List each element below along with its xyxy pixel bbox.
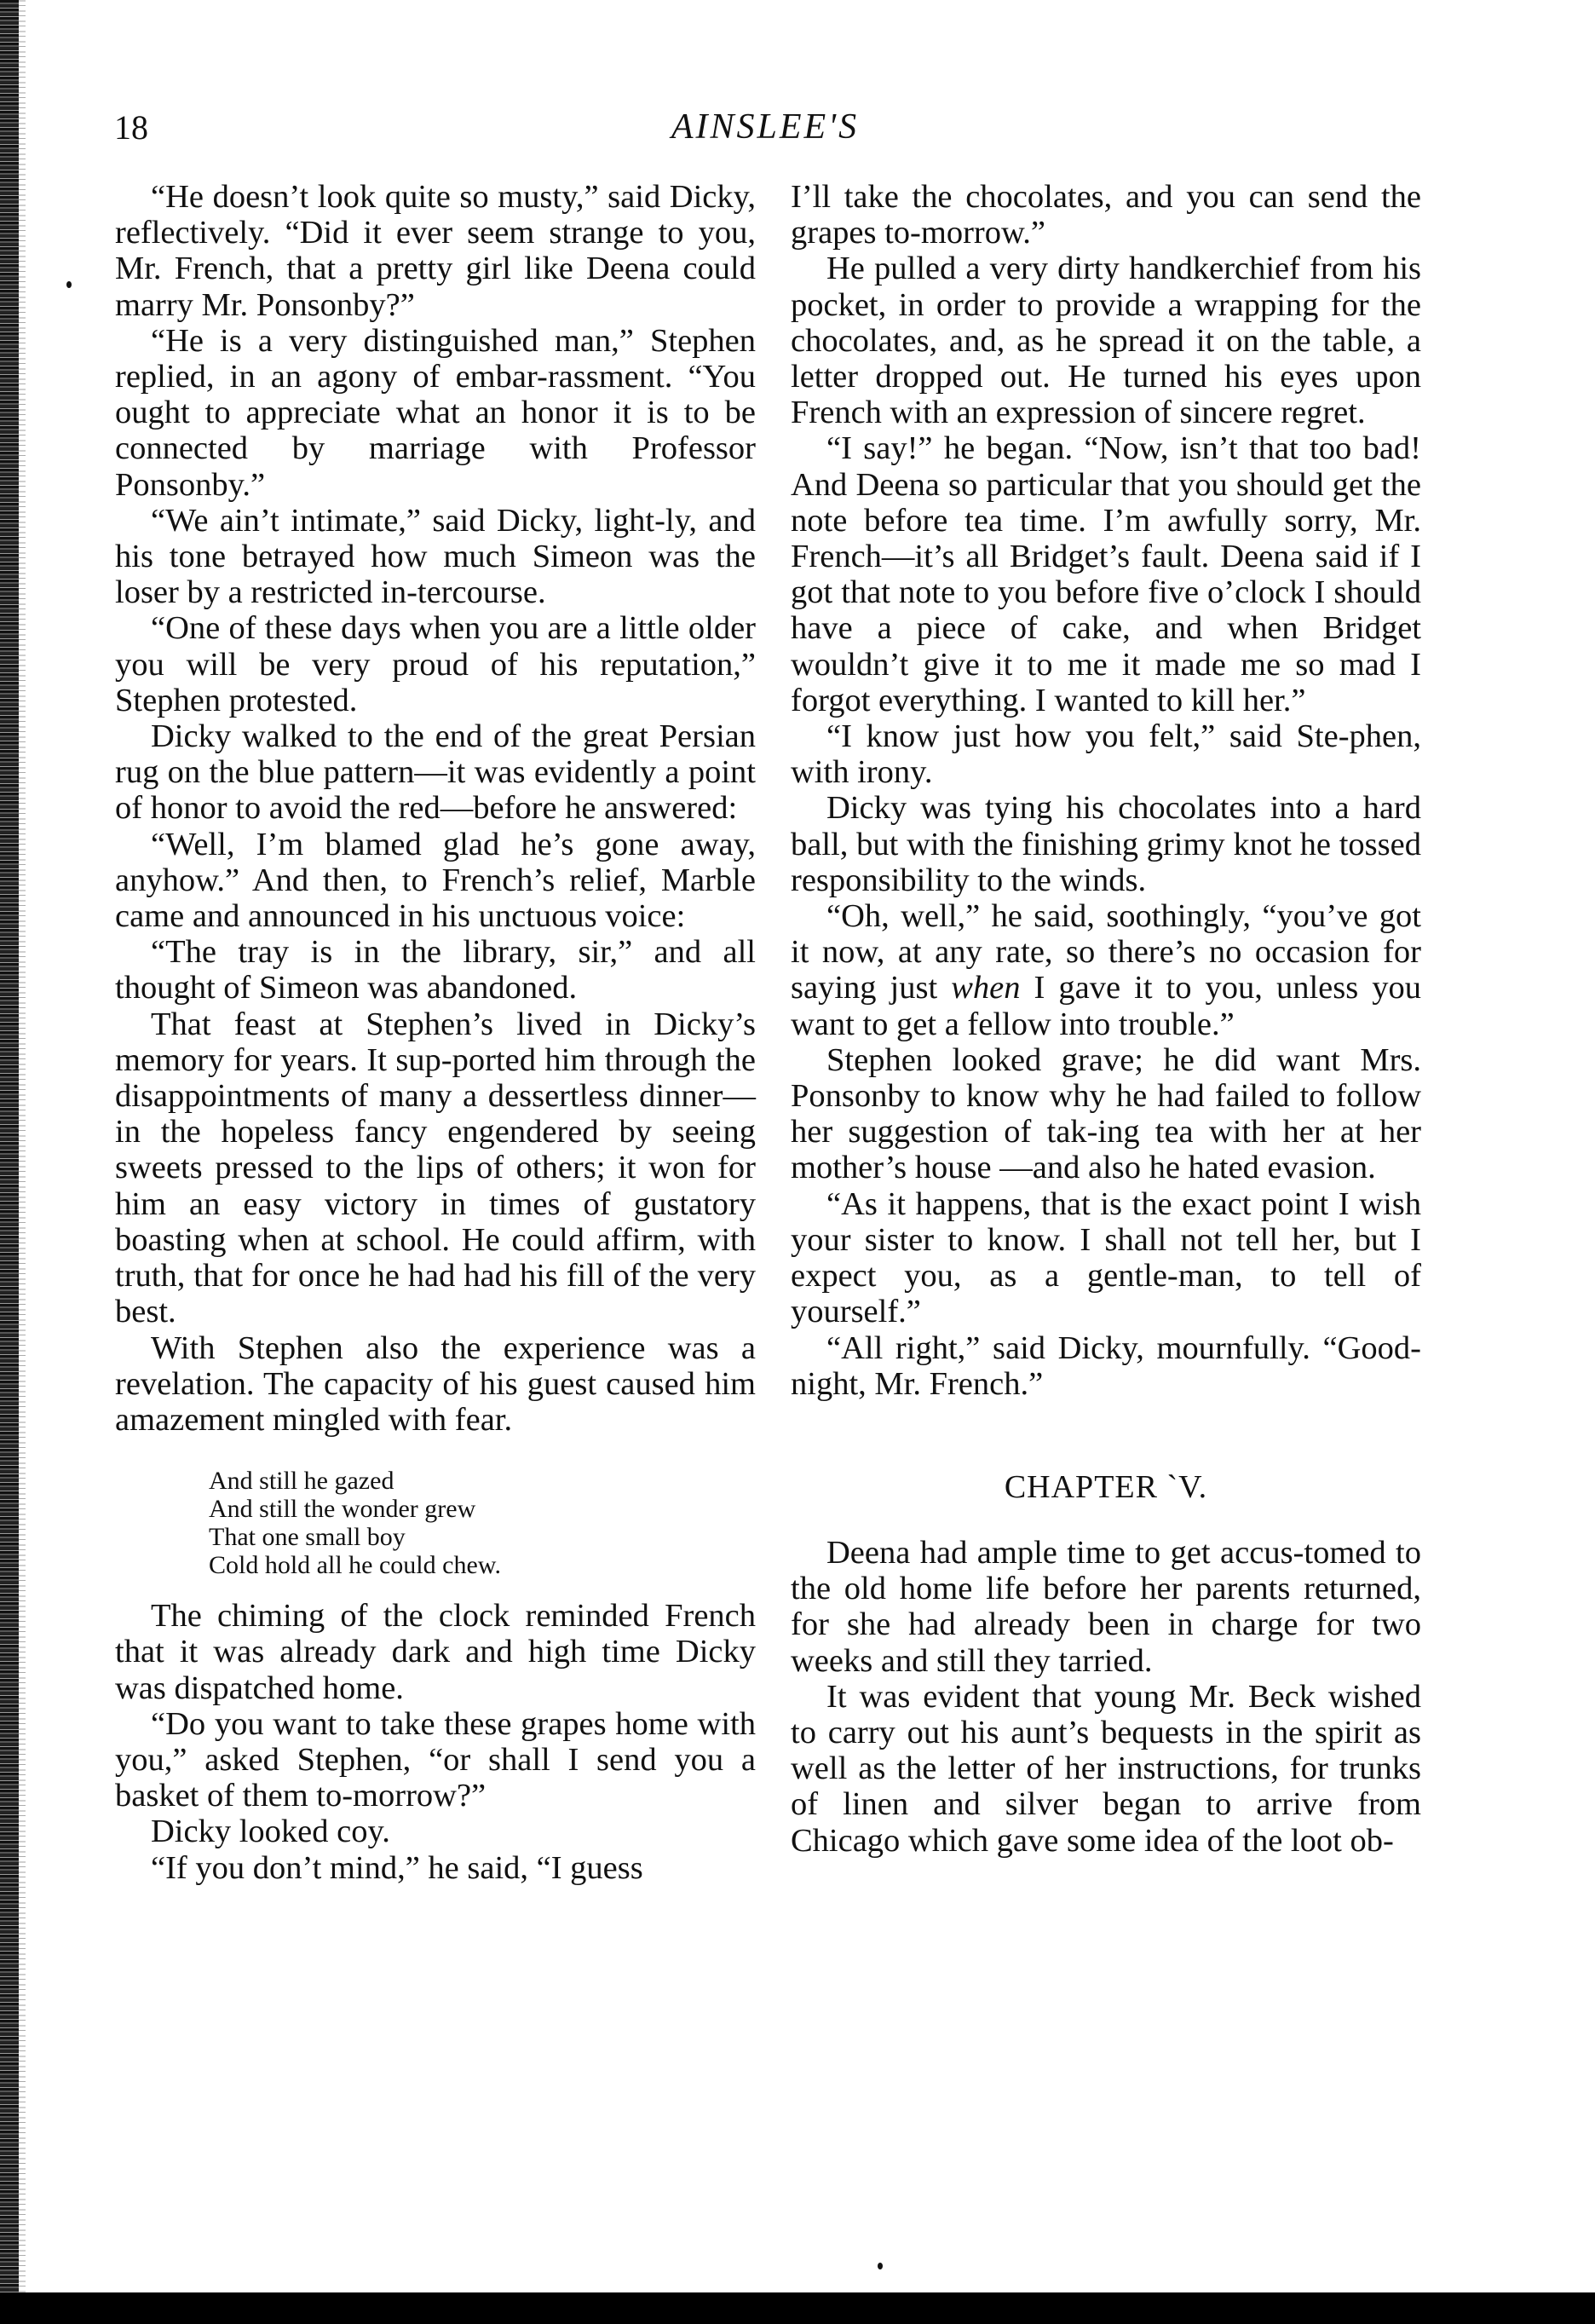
paragraph: “He doesn’t look quite so musty,” said Dicky, reflectively. “Did it ever seem strange to you, Mr. French, that a pretty girl like Deena could marry Mr. Ponsonby?” [115, 179, 756, 323]
text-run: I gave it to you, unless you want to get a fellow into trouble.” [791, 970, 1421, 1042]
paragraph: “I know just how you felt,” said Ste-phen, with irony. [791, 718, 1421, 791]
magazine-title: AINSLEE'S [671, 107, 860, 147]
paragraph: With Stephen also the experience was a revelation. The capacity of his guest caused him amazement mingled with fear. [115, 1329, 756, 1438]
paragraph: Stephen looked grave; he did want Mrs. Ponsonby to know why he had failed to follow her suggestion of tak-ing tea with her at her mother’s house —and also he hated evasion. [791, 1041, 1421, 1186]
verse-quote [209, 1467, 756, 1579]
chapter-heading: CHAPTER ˋV. [1004, 1468, 1208, 1505]
paragraph: “One of these days when you are a little older you will be very proud of his reputation,” Stephen protested. [115, 610, 756, 718]
paragraph: “Do you want to take these grapes home with you,” asked Stephen, “or shall I send you a basket of them to-morrow?” [115, 1705, 756, 1814]
running-head [0, 107, 1595, 147]
paragraph: Dicky walked to the end of the great Persian rug on the blue pattern—it was evidently a point of honor to avoid the red—before he answered: [115, 718, 756, 827]
paragraph: The chiming of the clock reminded French that it was already dark and high time Dicky was dispatched home. [115, 1598, 756, 1706]
paragraph: “If you don’t mind,” he said, “I guess [151, 1849, 643, 1886]
paragraph: Dicky was tying his chocolates into a hard ball, but with the finishing grimy knot he tossed responsibility to the winds. [791, 790, 1421, 898]
paragraph: “As it happens, that is the exact point I wish your sister to know. I shall not tell her, but I expect you, as a gentle-man, to tell of yourself.” [791, 1185, 1421, 1330]
paragraph: It was evident that young Mr. Beck wished to carry out his aunt’s bequests in the spirit as well as the letter of her instructions, for trunks of linen and silver began to arrive from Chicago which gave some idea of the loot ob- [791, 1678, 1421, 1859]
paragraph-continuation: I’ll take the chocolates, and you can send the grapes to-morrow.” [791, 179, 1421, 251]
scan-bottom-edge [0, 2292, 1595, 2324]
verse-line: Cold hold all he could chew. [209, 1551, 501, 1580]
paragraph-with-italic [791, 898, 1421, 1042]
page-number: 18 [114, 108, 148, 147]
scan-speck [878, 2263, 883, 2269]
paragraph: “Well, I’m blamed glad he’s gone away, anyhow.” And then, to French’s relief, Marble came and announced in his unctuous voice: [115, 826, 756, 935]
paragraph: “The tray is in the library, sir,” and all thought of Simeon was abandoned. [115, 934, 756, 1006]
paragraph: Deena had ample time to get accus-tomed to the old home life before her parents returned, for she had already been in charge for two weeks and still they tarried. [791, 1534, 1421, 1679]
text-run: “Oh, well,” he said, soothingly, “you’ve got it now, at any rate, so there’s no occasion for saying just [791, 898, 1421, 1006]
verse-line: That one small boy [209, 1523, 406, 1552]
paragraph: “He is a very distinguished man,” Stephen replied, in an agony of embar-rassment. “You ought to appreciate what an honor it is to be connected by marriage with Professor Ponsonby.” [115, 322, 756, 503]
verse-line: And still he gazed [209, 1467, 394, 1496]
paragraph: He pulled a very dirty handkerchief from his pocket, in order to provide a wrapping for the chocolates, and, as he spread it on the table, a letter dropped out. He turned his eyes upon French with an expression of sincere regret. [791, 251, 1421, 431]
paragraph: “All right,” said Dicky, mournfully. “Good-night, Mr. French.” [791, 1329, 1421, 1402]
verse-line: And still the wonder grew [209, 1495, 476, 1524]
scan-binding-shadow [19, 0, 26, 2292]
italic-emphasis: when [951, 970, 1021, 1006]
paragraph: “We ain’t intimate,” said Dicky, light-ly, and his tone betrayed how much Simeon was the loser by a restricted in-tercourse. [115, 502, 756, 611]
scan-speck [66, 281, 72, 288]
paragraph: That feast at Stephen’s lived in Dicky’s memory for years. It sup-ported him through the disappointments of many a dessertless dinner—in the hopeless fancy engendered by seeing sweets pressed to the lips of others; it won for him an easy victory in times of gustatory boasting when at school. He could affirm, with truth, that for once he had had his fill of the very best. [115, 1006, 756, 1330]
paragraph: “I say!” he began. “Now, isn’t that too bad! And Deena so particular that you should get the note before tea time. I’m awfully sorry, Mr. French—it’s all Bridget’s fault. Deena said if I got that note to you before five o’clock I should have a piece of cake, and when Bridget wouldn’t give it to me it made me so mad I forgot everything. I wanted to kill her.” [791, 430, 1421, 718]
right-column [791, 179, 1421, 1859]
left-column [115, 179, 756, 1886]
scan-binding-edge [0, 0, 19, 2292]
paragraph: Dicky looked coy. [151, 1814, 390, 1850]
